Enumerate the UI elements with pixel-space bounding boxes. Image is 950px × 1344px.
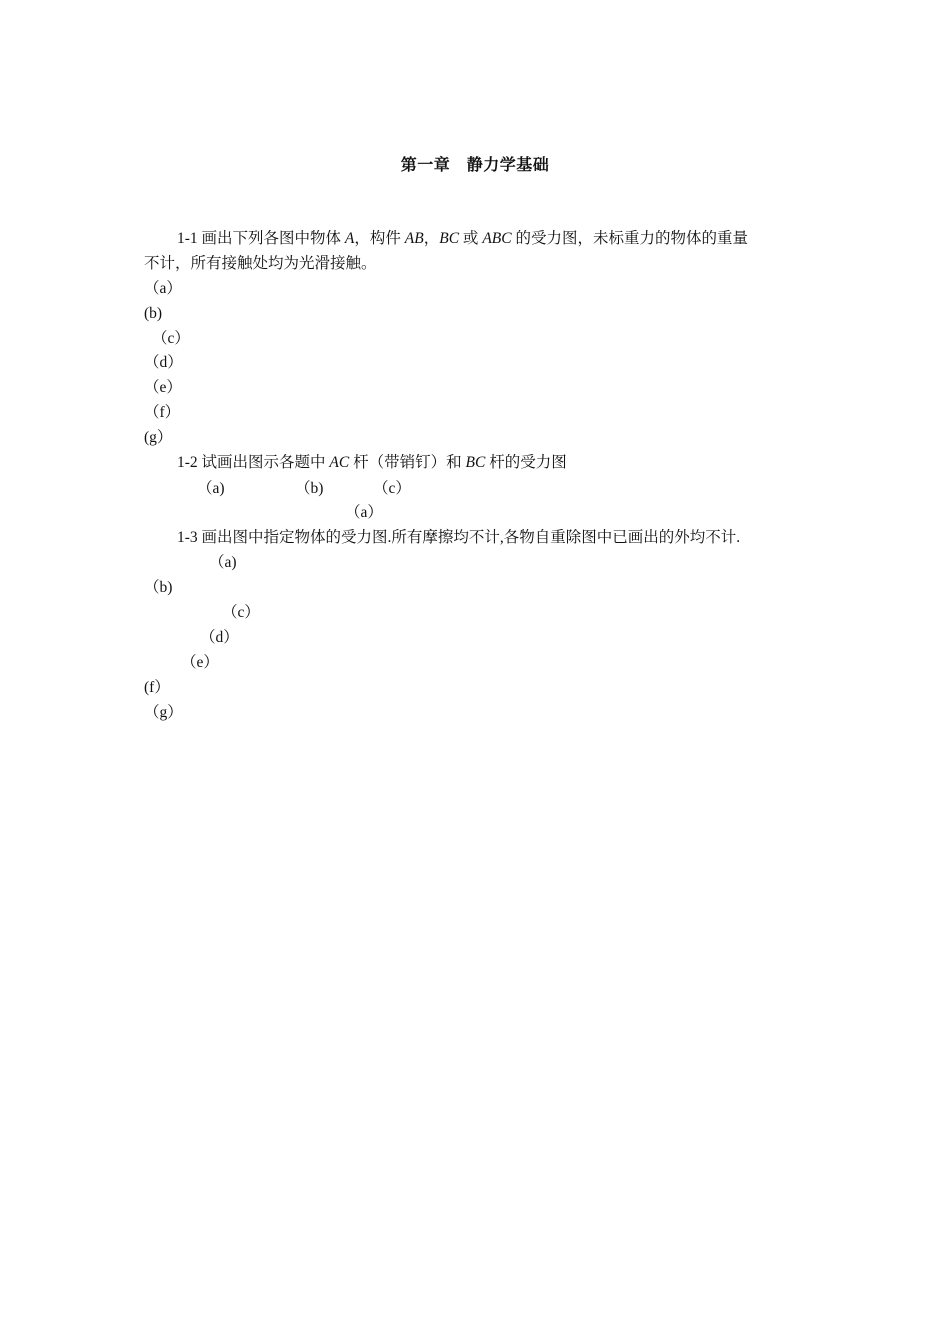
q2-var-ac: AC	[329, 454, 350, 471]
q2-var-bc: BC	[465, 454, 486, 471]
q2-text: 杆的受力图	[485, 454, 567, 471]
q1-text: 1-1 画出下列各图中物体	[177, 230, 345, 247]
q2-label-b: （b)	[295, 480, 324, 497]
q2-label-a-second: （a）	[345, 504, 383, 521]
q1-var-a: A	[344, 230, 355, 247]
q1-text: 的受力图，未标重力的物体的重量	[511, 230, 748, 247]
chapter-title: 第一章 静力学基础	[400, 155, 550, 174]
q3-label-g: （g）	[144, 704, 183, 721]
q1-paragraph-line2: 不计，所有接触处均为光滑接触。	[144, 255, 377, 272]
q2-label-c: （c）	[373, 480, 411, 497]
q1-label-a: （a）	[144, 280, 182, 297]
q1-var-ab: AB	[404, 230, 424, 247]
q1-label-f: （f）	[144, 404, 181, 421]
q1-var-abc: ABC	[482, 230, 512, 247]
q1-label-e: （e）	[144, 379, 182, 396]
q3-label-f: (f）	[144, 679, 170, 696]
q1-label-d: （d）	[144, 354, 183, 371]
q1-var-bc: BC	[439, 230, 460, 247]
q3-label-c: （c）	[222, 604, 260, 621]
q2-paragraph	[177, 453, 567, 473]
q1-label-c: （c）	[152, 330, 190, 347]
q3-label-e: （e）	[181, 654, 219, 671]
q1-paragraph-line1	[177, 229, 748, 249]
q1-text: ，	[423, 230, 440, 247]
q2-text: 杆（带销钉）和	[349, 454, 466, 471]
q2-text: 1-2 试画出图示各题中	[177, 454, 330, 471]
q3-label-d: （d）	[200, 629, 239, 646]
q3-paragraph: 1-3 画出图中指定物体的受力图.所有摩擦均不计,各物自重除图中已画出的外均不计.	[177, 529, 741, 546]
q1-text: ，构件	[354, 230, 405, 247]
q1-text: 或	[459, 230, 483, 247]
q3-label-b: （b)	[144, 579, 173, 596]
q1-label-b: (b)	[144, 305, 163, 322]
q2-label-a: （a)	[197, 480, 225, 497]
q1-label-g: (g）	[144, 429, 173, 446]
q3-label-a: （a)	[209, 554, 237, 571]
